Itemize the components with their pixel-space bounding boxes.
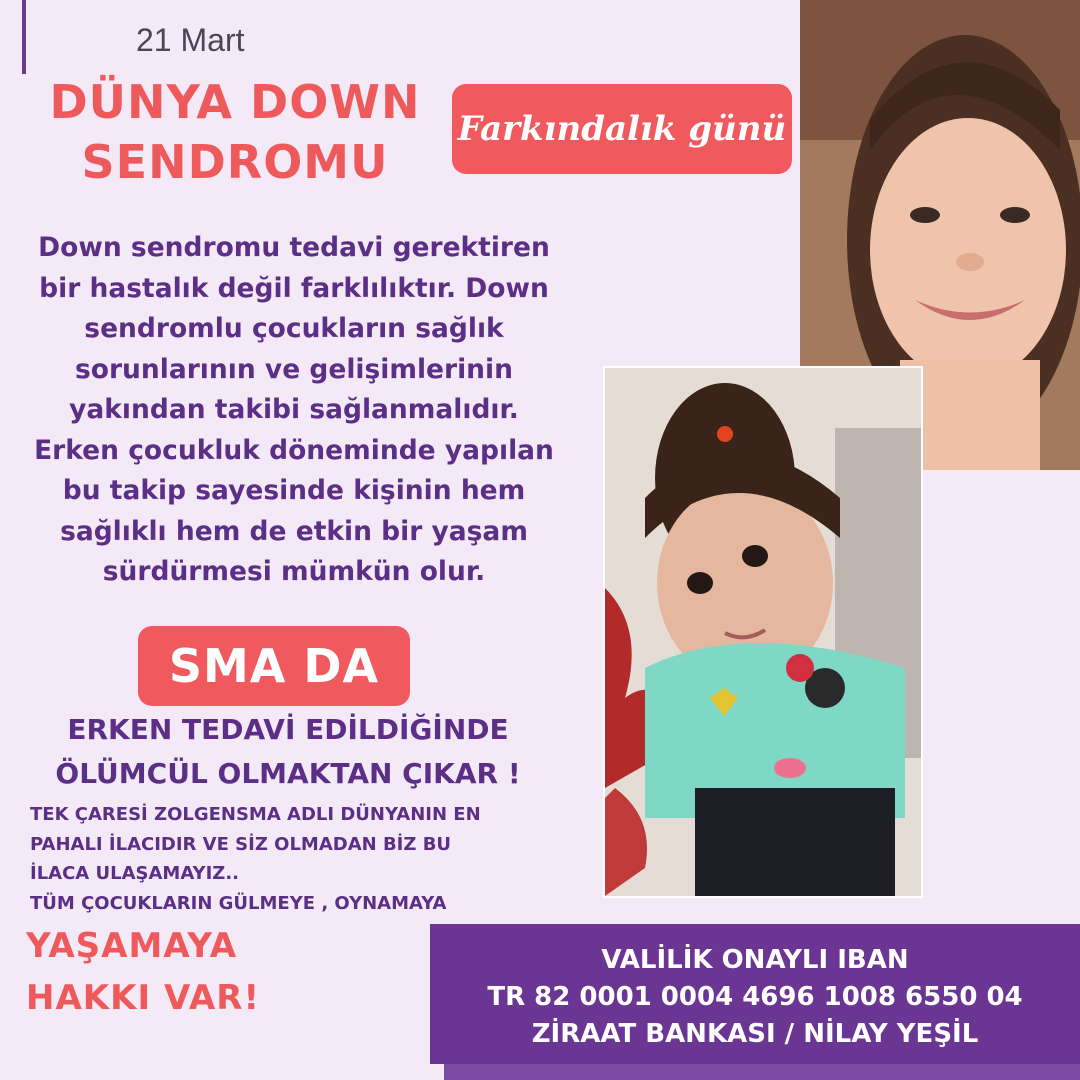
accent-line xyxy=(22,0,26,74)
detail-line: İLACA ULAŞAMAYIZ.. xyxy=(30,863,239,884)
paragraph-line: sağlıklı hem de etkin bir yaşam xyxy=(60,515,528,547)
yasam-line-1: YAŞAMAYA xyxy=(26,926,238,966)
photo-toddler xyxy=(605,368,921,896)
iban-bank-name: ZİRAAT BANKASI / NİLAY YEŞİL xyxy=(531,1019,979,1049)
date-label: 21 Mart xyxy=(136,22,245,58)
title-line-2: SENDROMU xyxy=(81,135,389,189)
iban-box xyxy=(430,924,1080,1064)
paragraph-line: sorunlarının ve gelişimlerinin xyxy=(74,353,513,385)
paragraph-line: Erken çocukluk döneminde yapılan xyxy=(34,434,554,466)
detail-line: TEK ÇARESİ ZOLGENSMA ADLI DÜNYANIN EN xyxy=(30,804,481,825)
detail-line: PAHALI İLACIDIR VE SİZ OLMADAN BİZ BU xyxy=(30,833,452,855)
paragraph-line: yakından takibi sağlanmalıdır. xyxy=(69,394,519,425)
iban-heading: VALİLİK ONAYLI IBAN xyxy=(601,945,909,975)
detail-line: TÜM ÇOCUKLARIN GÜLMEYE , OYNAMAYA xyxy=(30,892,447,914)
sma-badge: SMA DA xyxy=(138,626,410,706)
paragraph-line: sürdürmesi mümkün olur. xyxy=(102,556,486,587)
paragraph-line: Down sendromu tedavi gerektiren xyxy=(38,232,550,263)
yasam-line-2: HAKKI VAR! xyxy=(26,978,260,1018)
awareness-day-badge: Farkındalık günü xyxy=(452,84,792,174)
sma-headline-line-1: ERKEN TEDAVİ EDİLDİĞİNDE xyxy=(67,713,509,746)
sma-details xyxy=(30,800,570,918)
info-paragraph xyxy=(6,228,582,593)
paragraph-line: bir hastalık değil farklılıktır. Down xyxy=(39,272,549,304)
sma-headline xyxy=(16,708,560,796)
title-line-1: DÜNYA DOWN xyxy=(49,75,421,129)
right-to-live-text xyxy=(26,920,260,1024)
iban-number: TR 82 0001 0004 4696 1008 6550 04 xyxy=(487,982,1023,1012)
paragraph-line: sendromlu çocukların sağlık xyxy=(84,313,504,344)
page-title xyxy=(40,72,430,192)
toddler-illustration xyxy=(605,368,921,896)
sma-headline-line-2: ÖLÜMCÜL OLMAKTAN ÇIKAR ! xyxy=(55,757,521,790)
paragraph-line: bu takip sayesinde kişinin hem xyxy=(62,475,526,506)
